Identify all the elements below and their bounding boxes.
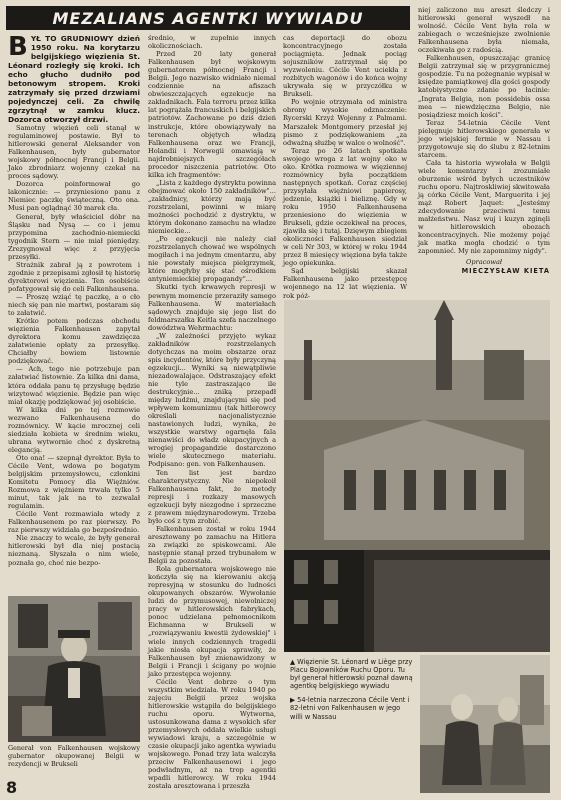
paragraph: Cécile Vent rozmawiała wtedy z Falkenhausenem po raz pierwszy. Po raz pierwszy widziała go bezpośrednio. [8, 510, 140, 535]
paragraph: Rola gubernatora wojskowego nie kończyła się na kierowaniu akcją represyjną w stosunku do ludności okupowanych obszarów. Wywołanie ludzi do przymusowej, niewolniczej pracy w hitlerowskich fabrykach, ponoc udzielana pełnomocnikom Eichmanna w Brukseli w „rozwiązywaniu kwestii żydowskiej" i wiele innych codziennych tragedii jakie niosła okupacja sprawiły, że Falkenhausen był znienawidzony w Belgii i Francji i ścigany po wojnie jako przestępca wojenny. [148, 565, 276, 678]
photo-prison-rooftops [284, 300, 550, 652]
lead-paragraph: BYŁ TO GRUDNIOWY dzień 1950 roku. Na korytarzu belgijskiego więzienia St. Léonard rozległy się kroki. Ich echo głucho dudniło pod betonowym stropem. Kroki zatrzymały się przed drzwiami pojedynczej celi. Za chwilę zgrzytnął w zamku klucz. Dozorca otworzył drzwi. [8, 32, 140, 124]
paragraph: Strażnik zabrał ją z powrotem i zgodnie z przepisami zgłosił tę historię dyrektorowi więzienia. Ten osobiście pofatygował się do celi Falkenhausena. [8, 260, 140, 293]
column-4 [418, 6, 550, 275]
paragraph: Sąd belgijski skazał Falkenhausena jako przestępcę wojennego na 12 lat więzienia. W rok póź- [283, 267, 407, 300]
author-role: Opracował [465, 258, 503, 267]
page-number: 8 [6, 778, 18, 797]
paragraph: Falkenhausen został w roku 1944 aresztowany po zamachu na Hitlera za związki ze spiskowcami. Ale następnie stanął przed trybunałem w Belgii za pozostała. [148, 524, 276, 566]
paragraph: Ten list jest bardzo charakterystyczny. Nie niepokoił Falkenhausena fakt, że metody represji i rozkazy masowych egzekucji były niezgodne i sprzeczne z prawem międzynarodowym. Trzeba było coś z tym zrobić. [148, 468, 276, 525]
author-credit [418, 258, 550, 274]
paragraph: Skutki tych krwawych represji w pewnym momencie przeraziły samego Falkenhausena. W materiałach sądowych znajduje się jego list do feldmarszałka Keitla szefa naczelnego dowództwa Wehrmachtu: [148, 283, 276, 332]
paragraph: — Proszę wziąć tę paczkę, a o cło niech się pan nie martwi, postaram się to załatwić. [8, 292, 140, 318]
paragraph: Przed 20 laty generał Falkenhausen był wojskowym gubernatorem północnej Francji i Belgii. Jego nazwisko widniało niemal codziennie na afiszach obwieszczających egzekucje na zakładnikach. Fala terroru przez kilka lat pogrążała francuskich i belgijskich patriotów. Zachowane po dziś dzień instrukcje, które obowiązywały na terenach objętych władzą Falkenhausena oraz we Francji, Holandii i Norwegii omawiają w najdrobniejszych szczegółach procedor niszczenia patriotów. Oto kilka ich fragmentów: [148, 50, 276, 179]
paragraph: „Po egzekucji nie należy ciał rozstrzelanych chować we wspólnych mogiłach i na jednym cmentarzu, aby nie powstały miejsca pielgrzymek, które mogłyby się stać ośrodkiem antyniemieckiej propagandy"... [148, 235, 276, 284]
column-3 [283, 34, 407, 300]
paragraph: Krótko potem podczas obchodu więzienia Falkenhausen zapytał dyrektora komu zawdzięcza załatwienie opłaty za przesyłkę. Chciałby bowiem listownie podziękować. [8, 317, 140, 366]
column-2 [148, 34, 276, 790]
drop-cap: B [8, 32, 28, 62]
paragraph: Nie znaczy to wcale, że były generał hitlerowski był dla niej postacią nieznaną. Słyszała o nim wiele, poznała go, choć nie bezpo- [8, 534, 140, 567]
article-title: MEZALIANS AGENTKI WYWIADU [52, 8, 364, 28]
caption-right-couple: ▶ 54-letnia narzeczona Cécile Vent i 82-letni von Falkenhausen w jego willi w Nassau [290, 696, 410, 721]
paragraph: niej zaliczono mu areszt śledczy i hitlerowski generał wyszedł na wolność. Cécile Vent była rola w zabiegach o wcześniejsze zwolnienie Falkenhausena była niemała, oczekiwała go z radością. [418, 6, 550, 55]
caption-right [290, 658, 414, 721]
caption-right-prison: ▲ Więzienie St. Léonard w Liège przy Placu Bojowników Ruchu Oporu. Tu był generał hitlerowski poznał dawną agentkę belgijskiego wywiadu [290, 658, 413, 691]
paragraph: Teraz po 26 latach spotkała swojego wroga z lat wojny oko w oko. Krótka rozmowa w więziennej rozmównicy była początkiem następnych spotkań. Coraz częściej przysyłała więźniowi papierosy, jedzenie, książki i bieliznę. Gdy w roku 1950 Falkenhausena przeniesiono do więzienia w Brukseli, gdzie oczekiwał na proces, zjawiła się i tutaj. Dzięwym zbiegiem okoliczności Falkenhausen siedział w celi Nr 303, w której w roku 1944 przez 8 miesięcy więziona była także jego opiekunka. [283, 146, 407, 268]
photo-couple-villa [420, 655, 550, 793]
paragraph: Generał, były właściciel dóbr na Śląsku nad Nysą — co i jemu przypomina zachodnio-niemiecki tygodnik Stern — nie miał pieniędzy. Zrezygnował więc z przyjęcia przesyłki. [8, 212, 140, 261]
paragraph: Po wojnie otrzymała od ministra obrony wysokie odznaczenie: Rycerski Krzyż Wojenny z Palmami. Marszałek Montgomery przesłał jej pismo z podziękowaniem „za odważną służbę w walce o wolność". [283, 98, 407, 147]
paragraph: — Ach, tego nie potrzebuje pan załatwiać listownie. Za kilka dni dama, która oddała panu tę przysługę będzie wizytować więzienie. Będzie pan więc miał okazję podziękować jej osobiście. [8, 365, 140, 406]
paragraph: Cécile Vent dobrze o tym wszystkim wiedziała. W roku 1940 po zajęciu Belgii przez wojska hitlerowskie wstąpiła do belgijskiego ruchu oporu. Wytworna, ustosunkowana dama z wysokich sfer przemysłowych oddała wielkie usługi wywiadowi kraju, a szczególnie w czasie okupacji jako agentka wywiadu wojskowego. Ponad trzy lata walczyła przeciw Falkenhausenowi i jego podwładnym, aż na trop agentki wpadli hitlerowcy. W roku 1944 została aresztowana i przeszła [148, 677, 276, 791]
paragraph: Oto ona! — szepnął dyrektor. Była to Cécile Vent, wdowa po bogatym belgijskim przemysłowcu, członkini Komitetu Pomocy dla Więźniów. Rozmowa z więźniem trwała tylko 5 minut, tak jak na to zezwalał regulamin. [8, 453, 140, 511]
paragraph: cas deportacji do obozu koncentracyjnego została pociągnięta. Jednak pociąg sojuszników zatrzymał się po wyzwoleniu. Cécile Vent uciekła z rozbitych wagonów i do końca wojny ukrywała się w przyczółku w Brukseli. [283, 34, 407, 99]
title-banner [6, 6, 410, 30]
paragraph: Samotny więzień celi stanął w regulaminowej postawie. Był to hitlerowski generał Aleksander von Falkenhausen, były gubernator wojskowy północnej Francji i Belgii. Jako zbrodniarz wojenny czekał na proces sądowy. [8, 124, 140, 181]
paragraph: Falkenhausen, opuszczając granicę Belgii zatrzymał się w przygranicznej gospodzie. Tu na pożegnanie wypisał w księdze pamiątkowej dla gości gospody katobiystyczne zdanie po łacinie: „Ingrata Belgia, non possidebis ossa mea — niewdzięczna Belgio, nie posiądziesz moich kości". [418, 54, 550, 119]
paragraph: Cała ta historia wywołała w Belgii wiele komentarzy i zrozumiałe oburzenie wśród byłych uczestników ruchu oporu. Najtroskliwiej skwitowała ją córka Cécile Vent, Marguerita i jej mąż Robert Jaquet: „Jesteśmy zdecydowanie przeciwni temu małżeństwu. Nasz wuj i kuzyn zginęli w hitlerowskich obozach koncentracyjnych. Nie możemy pojąć jak matka mogła chodzić o tym zapomnieć. My nie zapomnimy nigdy". [418, 158, 550, 256]
paragraph: średnio, w zupełnie innych okolicznościach. [148, 34, 276, 51]
column-1 [8, 34, 140, 567]
paragraph: „W zależności przyjęto wykaz zakładników rozstrzelanych dotychczas na moim obszarze oraz spis incydentów, które były przyczyną egzekucji... Wyniki są niewątpliwie niezadowalające. Odstraszający efekt nie tyle zastraszająco ile destrukcyjnie... zniką przepadł między ludźmi, znajdującymi się pod wpływem komunizmu (tak hitlerowcy określali nacjonalistycznie nastawionych ludzi, wynika, że wszystkie warstwy ogarnęła fala nienawiści do władz okupacyjnych a wrogiej propagandzie dostarczono wiele skutecznego materiału. Podpisano: gen. von Falkenhausen. [148, 331, 276, 469]
paragraph: W kilka dni po tej rozmowie wezwano Falkenhausena do rozmównicy. W kącie mrocznej celi siedziała kobieta w średnim wieku, ubrana wytwornie choć z dyskretną elegancją. [8, 405, 140, 454]
author-name: MIECZYSŁAW KIETA [461, 266, 550, 275]
paragraph: Teraz 54-letnia Cécile Vent pielęgnuje hitlerowskiego generała w jego wiejskiej fermie w Nassau i przygotowuje się do ślubu z 82-letnim starcem. [418, 118, 550, 159]
paragraph: Dozorca poinformował go lakonicznie: — przyniesiono panu z Niemiec paczkę świąteczną. Oto ona. Musi pan oglądnąć 30 marek cła. [8, 180, 140, 213]
paragraph: „Lista z każdego dystryktu powinna obejmować około 150 zakładników"... „zakładnicy, którzy mają być rozstrzelani, powinni w miarę możności pochodzić z dystryktu, w którym dokonano zamachu na władze niemieckie... [148, 178, 276, 236]
caption-left: Generał von Falkenhausen wojskowy gubernator okupowanej Belgii w rezydencji w Brukseli [8, 744, 140, 768]
photo-general-residence [8, 596, 140, 742]
